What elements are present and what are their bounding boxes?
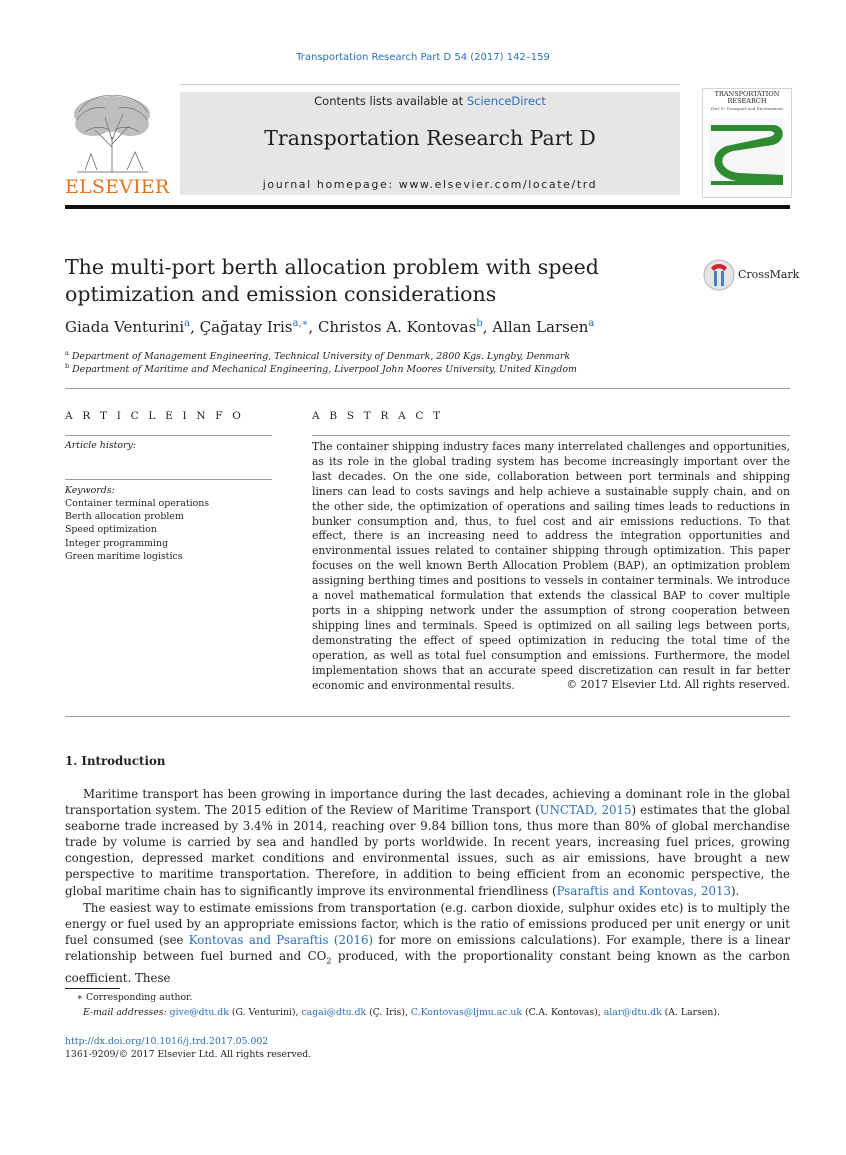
abstract-text: The container shipping industry faces many interrelated challenges and opportunities, as its role in the global trading system has become increasingly important over the last decades. On the one side, collaboration between port terminals and shipping liners can lead to costs savings and help achieve a sustainable supply chain, and on the other side, the optimization of operations and sailing times leads to reductions in bunker consumption and, thus, to fuel cost and air emissions reductions. To that effect, there is an increasing need to address the integration opportunities and environmental issues related to container shipping through optimization. This paper focuses on the well known Berth Allocation Problem (BAP), an optimization problem assigning berthing times and positions to vessels in container terminals. We introduce a novel mathematical formulation that extends the classical BAP to cover multiple ports in a shipping network under the assumption of strong cooperation between shipping lines and terminals. Speed is optimized on all sailing legs between ports, demonstrating the effect of speed optimization in reducing the total time of the operation, as well as total fuel consumption and emissions. Furthermore, the model implementation shows that an accurate speed discretization can result in far better economic and environmental results. [312, 440, 790, 692]
section-heading: 1. Introduction [65, 754, 166, 768]
cover-road-icon [703, 89, 791, 197]
email-link[interactable]: alar@dtu.dk [603, 1007, 662, 1018]
paragraph-text: The easiest way to estimate emissions from transportation (e.g. carbon dioxide, sulphur oxides etc) is to multiply the energy or fuel used by an appropriate emissions factor, which is the ratio of emissions produced per unit energy or unit fuel consumed (see [65, 901, 790, 948]
affiliation-text: Department of Management Engineering, Technical University of Denmark, 2800 Kgs. Lyngby, Denmark [71, 351, 571, 363]
intro-paragraph-2 [65, 900, 790, 986]
author-name: Christos A. Kontovas [317, 318, 477, 336]
author-affiliation-mark[interactable]: a [184, 318, 191, 329]
contents-line [180, 94, 680, 108]
citation-link[interactable]: Psaraftis and Kontovas, 2013 [556, 883, 731, 898]
divider [312, 435, 790, 436]
article-info-heading: A R T I C L E I N F O [65, 410, 245, 422]
email-label: E-mail addresses: [83, 1007, 167, 1018]
subscript: 2 [326, 956, 332, 966]
email-link[interactable]: cagai@dtu.dk [301, 1007, 367, 1018]
author-affiliation-mark[interactable]: a,∗ [292, 318, 309, 329]
affiliation-a [65, 349, 570, 362]
keywords-label: Keywords: [65, 485, 115, 496]
divider [65, 435, 272, 436]
journal-cover [702, 88, 792, 198]
author-affiliation-mark[interactable]: b [476, 318, 483, 329]
journal-reference[interactable]: Transportation Research Part D 54 (2017) 142–159 [296, 52, 550, 63]
crossmark-label: CrossMark [738, 268, 800, 281]
journal-masthead [180, 92, 680, 195]
footnote-mark: ∗ [76, 992, 83, 1003]
keyword-item: Green maritime logistics [65, 551, 183, 562]
email-owner: (A. Larsen). [661, 1007, 720, 1018]
citation-link[interactable]: UNCTAD, 2015 [539, 803, 632, 818]
affiliation-mark: a [65, 349, 69, 357]
corresponding-author-note [65, 992, 192, 1003]
divider [65, 479, 272, 480]
email-note [65, 1007, 720, 1018]
article-title: The multi-port berth allocation problem with speed optimization and emission considerations [65, 255, 599, 306]
abstract-heading: A B S T R A C T [312, 410, 444, 422]
email-link[interactable]: C.Kontovas@ljmu.ac.uk [410, 1007, 523, 1018]
author-list [65, 318, 594, 336]
affiliation-mark: b [65, 362, 70, 370]
footnote-text: Corresponding author. [85, 992, 193, 1003]
footnote-rule [65, 988, 120, 989]
paragraph-text: ) estimates that the global seaborne trade increased by 3.4% in 2014, reaching over 9.84 billion tons, thus more than 80% of global merchandise trade by volume is carried by sea and handled by ports worldwide. In recent years, increasing fuel prices, growing congestion, depressed market conditions and environmental issues, such as air emissions, have brought a new perspective to maritime transportation. Therefore, in addition to being efficient from an economic perspective, the global maritime chain has to significantly improve its environmental friendliness ( [65, 803, 790, 898]
keyword-item: Berth allocation problem [65, 511, 184, 522]
email-link[interactable]: give@dtu.dk [169, 1007, 229, 1018]
affiliation-text: Department of Maritime and Mechanical Engineering, Liverpool John Moores University, United Kingdom [72, 364, 577, 376]
keyword-item: Speed optimization [65, 524, 157, 535]
author-separator: , [190, 318, 200, 336]
author-name: Çağatay Iris [199, 318, 293, 336]
abstract-copyright: © 2017 Elsevier Ltd. All rights reserved. [566, 678, 790, 691]
author-separator: , [308, 318, 318, 336]
keyword-item: Integer programming [65, 538, 169, 549]
citation-link[interactable]: Kontovas and Psaraftis (2016) [188, 933, 374, 948]
email-owner: (Ç. Iris), [366, 1007, 411, 1018]
cover-subtitle: Part D: Transport and Environment [711, 106, 783, 111]
journal-title: Transportation Research Part D [264, 126, 596, 150]
author-name: Giada Venturini [65, 318, 185, 336]
issn-line: 1361-9209/© 2017 Elsevier Ltd. All rights reserved. [65, 1049, 312, 1060]
paragraph-text: ). [730, 883, 740, 898]
header-rule [65, 205, 790, 209]
sciencedirect-link[interactable]: ScienceDirect [466, 94, 546, 108]
divider [65, 388, 790, 389]
doi-link[interactable]: http://dx.doi.org/10.1016/j.trd.2017.05.002 [65, 1036, 269, 1047]
keyword-item: Container terminal operations [65, 498, 210, 509]
email-owner: (G. Venturini), [228, 1007, 302, 1018]
crossmark-icon [702, 258, 736, 292]
email-owner: (C.A. Kontovas), [522, 1007, 604, 1018]
divider [180, 84, 680, 85]
author-name: Allan Larsen [492, 318, 589, 336]
author-affiliation-mark[interactable]: a [588, 318, 595, 329]
paragraph-text: for more on emissions calculations). For example, there is a linear relationship between fuel burned and CO [65, 933, 791, 964]
author-separator: , [482, 318, 493, 336]
paragraph-text: Maritime transport has been growing in importance during the last decades, achieving a dominant role in the global transportation system. The 2015 edition of the Review of Maritime Transport ( [65, 787, 790, 818]
crossmark-badge[interactable] [702, 258, 800, 292]
journal-homepage[interactable]: journal homepage: www.elsevier.com/locate/trd [262, 178, 598, 191]
cover-title: TRANSPORTATION RESEARCH [714, 90, 780, 105]
affiliation-b [65, 362, 577, 375]
divider [65, 716, 790, 717]
elsevier-wordmark: ELSEVIER [65, 176, 170, 198]
paragraph-text: produced, with the proportionality constant being known as the carbon coefficient. These [65, 949, 790, 985]
intro-paragraph-1 [65, 786, 790, 899]
contents-prefix: Contents lists available at [314, 94, 467, 108]
article-history-label: Article history: [65, 440, 136, 451]
